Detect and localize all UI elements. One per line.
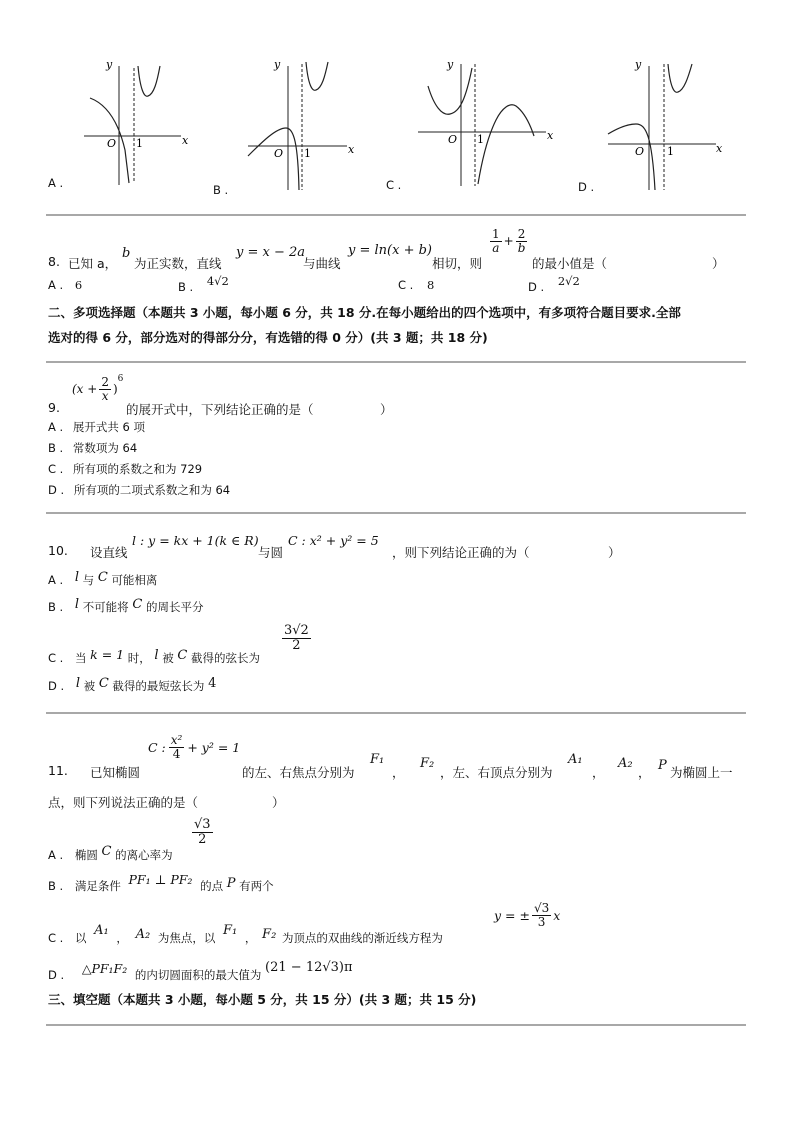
q8-expression (490, 228, 527, 254)
q11-ell-den: 4 (172, 746, 181, 761)
graph-c[interactable] (416, 56, 556, 188)
q8-frac-2-den: b (517, 240, 526, 255)
q10-option-b-c: C (132, 597, 143, 612)
graph-a-tick: 1 (136, 137, 143, 150)
graph-d-tick: 1 (667, 145, 674, 158)
graph-a-y-label: y (106, 58, 113, 71)
q9-option-a[interactable] (48, 419, 145, 435)
q8-option-c-value: 8 (427, 278, 435, 292)
q11-option-b-mid: 的点 (200, 879, 224, 893)
q10-option-a[interactable] (48, 572, 157, 588)
graph-c-origin: O (448, 133, 458, 146)
q11-option-a-frac-den: 2 (198, 831, 207, 847)
q8-text-1: 已知 a， (68, 256, 118, 271)
q10-text-2: 与圆 (258, 545, 284, 560)
q11-option-c-label: C . (48, 931, 64, 945)
q8-curve-eq: y = ln(x + b) (348, 243, 432, 258)
q11-option-d-label: D . (48, 968, 65, 982)
q11-text-4: 为椭圆上一 (670, 765, 733, 780)
q11-ellipse-eq (148, 734, 240, 760)
q11-ell-pre: C : (148, 739, 166, 755)
q10-option-b[interactable] (48, 599, 203, 615)
q9-expr-post: ) (112, 382, 118, 397)
q10-option-c-pre: 当 (75, 651, 87, 665)
q8-text-4: 相切，则 (432, 256, 483, 271)
q11-number: 11. (48, 763, 68, 778)
q11-option-c-asym-pre: y = ± (494, 907, 530, 923)
q11-option-c-asym-post: x (553, 907, 561, 923)
q8-frac-1-num: 1 (492, 227, 500, 241)
q9-frac-den: x (101, 388, 109, 403)
q11-option-c-mid1: 为焦点，以 (157, 931, 216, 945)
q10-option-d-c: C (98, 676, 109, 691)
q8-frac-1 (490, 228, 502, 254)
q11-option-a-c: C (101, 844, 112, 859)
q8-text-2: 为正实数，直线 (134, 256, 222, 271)
q9-expression (72, 376, 123, 402)
graph-d[interactable] (606, 56, 726, 192)
q9-option-d-text: 所有项的二项式系数之和为 64 (73, 483, 231, 497)
q10-option-d-tail: 截得的最短弦长为 (112, 679, 205, 693)
q11-option-a[interactable] (48, 844, 173, 863)
q9-option-c-label: C . (48, 462, 64, 476)
q10-option-a-c: C (97, 570, 108, 585)
q8-text-5: 的最小值是（ (532, 256, 608, 271)
q11-option-c-a2: A₂ (135, 927, 151, 942)
q11-option-c-f1: F₁ (223, 923, 238, 938)
q10-option-c-label: C . (48, 651, 64, 665)
q8-option-a-value: 6 (74, 278, 83, 292)
q10-option-b-label: B . (48, 600, 64, 614)
q10-option-a-mid: 与 (82, 573, 95, 587)
q8-option-b-label: B . (178, 280, 194, 294)
q10-line-eq: l : y = kx + 1(k ∈ R) (132, 533, 259, 548)
q8-frac-2 (516, 228, 528, 254)
q8-number: 8. (48, 254, 60, 269)
q11-option-c-comma-2: ， (244, 931, 257, 945)
q8-option-d-label: D . (528, 280, 545, 294)
q10-option-b-tail: 的周长平分 (145, 600, 204, 614)
section-2-line-2: 选对的得 6 分，部分选对的得部分分，有选错的得 0 分）(共 3 题；共 18 分) (48, 330, 488, 345)
q10-text-4: ） (608, 545, 621, 560)
q9-option-b-label: B . (48, 441, 64, 455)
q10-text-1: 设直线 (90, 545, 128, 560)
divider (46, 214, 746, 216)
q11-option-b-cond: PF₁ ⊥ PF₂ (128, 872, 193, 887)
q11-option-d-tail: 的内切圆面积的最大值为 (134, 968, 262, 982)
q11-comma-1: ， (392, 765, 405, 780)
q11-option-b[interactable] (48, 872, 274, 894)
graph-c-x-label: x (547, 129, 554, 142)
q11-option-a-pre: 椭圆 (74, 848, 98, 862)
q11-option-c-frac (532, 902, 551, 928)
q11-option-c-pre: 以 (75, 931, 87, 945)
q9-option-a-label: A . (48, 420, 64, 434)
q10-number: 10. (48, 543, 68, 558)
q11-option-d-tri: △PF₁F₂ (81, 961, 128, 976)
q8-line-eq: y = x − 2a (236, 245, 306, 260)
divider (46, 512, 746, 514)
q11-option-b-pre: 满足条件 (74, 879, 121, 893)
q11-option-b-p: P (226, 876, 236, 891)
graph-a[interactable] (78, 58, 193, 188)
q11-option-c-value (494, 902, 560, 928)
q8-option-a-label: A . (48, 278, 64, 292)
graph-b-y-label: y (274, 58, 281, 71)
q10-option-c-frac-den: 2 (292, 637, 301, 653)
q10-option-c-value (282, 624, 311, 652)
q11-option-c-f2: F₂ (262, 927, 277, 942)
section-3-line-1: 三、填空题（本题共 3 小题，每小题 5 分，共 15 分）(共 3 题；共 15 分) (48, 992, 477, 1007)
graph-d-origin: O (635, 145, 645, 158)
q11-option-b-label: B . (48, 879, 64, 893)
q10-option-a-label: A . (48, 573, 64, 587)
q10-option-c-mid1: 时， (127, 651, 151, 665)
q10-option-c-c: C (177, 648, 188, 663)
q10-option-d-l: l (75, 676, 80, 691)
q11-option-b-tail: 有两个 (239, 879, 274, 893)
q11-comma-3: ， (638, 765, 651, 780)
divider (46, 361, 746, 363)
q9-option-d-label: D . (48, 483, 65, 497)
q9-option-b-text: 常数项为 64 (72, 441, 138, 455)
q10-option-c-tail: 截得的弦长为 (191, 651, 261, 665)
divider (46, 712, 746, 714)
q8-text-6: ） (712, 256, 725, 271)
graph-c-label: C . (386, 178, 402, 192)
q10-option-a-l: l (74, 570, 80, 585)
q8-plus: + (503, 234, 514, 249)
section-2-line-1: 二、多项选择题（本题共 3 小题，每小题 6 分，共 18 分.在每小题给出的四个选项中，有多项符合题目要求.全部 (48, 305, 681, 320)
q11-ell-post: + y² = 1 (187, 739, 241, 755)
q11-text-1: 已知椭圆 (90, 765, 141, 780)
q8-frac-2-num: 2 (517, 227, 526, 241)
q9-stem: 的展开式中，下列结论正确的是（ (126, 402, 314, 417)
q11-option-c-a1: A₁ (94, 923, 109, 938)
q9-frac-num: 2 (101, 375, 109, 389)
q11-a2: A₂ (618, 756, 633, 771)
q10-option-c-frac-num: 3√2 (284, 623, 309, 638)
q11-option-c-tail: 为顶点的双曲线的渐近线方程为 (281, 931, 443, 945)
q10-option-c-cond: k = 1 (90, 647, 125, 662)
q11-p: P (658, 758, 667, 773)
q8-option-b-value: 4√2 (206, 274, 229, 288)
q10-circle-eq: C : x² + y² = 5 (288, 533, 379, 548)
q11-line-2-end: ） (272, 795, 285, 810)
q11-option-c-comma-1: ， (116, 931, 128, 945)
q10-option-d[interactable] (48, 678, 216, 694)
q10-option-d-mid: 被 (83, 679, 96, 693)
q9-option-a-text: 展开式共 6 项 (72, 420, 145, 434)
q9-stem-end: ） (380, 402, 393, 417)
q8-text-3: 与曲线 (303, 256, 341, 271)
q11-a1: A₁ (568, 752, 583, 767)
q10-option-c-l: l (154, 648, 159, 663)
graph-a-label: A . (48, 176, 64, 190)
q8-frac-1-den: a (492, 240, 500, 255)
q9-expr-pre: (x + (72, 382, 98, 397)
q11-option-a-value (192, 818, 213, 846)
q11-ell-frac (169, 734, 185, 760)
q9-option-b[interactable] (48, 440, 137, 456)
divider (46, 1024, 746, 1026)
graph-b-label: B . (213, 183, 229, 197)
q11-text-2: 的左、右焦点分别为 (242, 765, 355, 780)
q8-option-c-label: C . (398, 278, 414, 292)
graph-b-origin: O (274, 147, 284, 160)
q11-comma-2: ， (592, 765, 605, 780)
q10-option-b-l: l (74, 597, 80, 612)
q11-line-2: 点，则下列说法正确的是（ (48, 795, 199, 810)
q8-option-c[interactable] (398, 278, 434, 292)
q9-number: 9. (48, 400, 60, 415)
q11-option-d-value: (21 − 12√3)π (265, 960, 353, 975)
q9-option-c-text: 所有项的系数之和为 729 (73, 462, 203, 476)
graph-a-origin: O (107, 137, 117, 150)
q10-text-3: ，则下列结论正确的为（ (392, 545, 530, 560)
graph-a-x-label: x (182, 134, 189, 147)
q11-ell-num: x² (170, 733, 183, 747)
q10-option-d-label: D . (48, 679, 65, 693)
q11-f2: F₂ (420, 756, 435, 771)
q8-option-d[interactable] (528, 274, 580, 294)
q10-option-c-frac (282, 624, 311, 652)
graph-d-label: D . (578, 180, 595, 194)
q10-option-c[interactable] (48, 647, 261, 666)
q8-option-d-value: 2√2 (557, 274, 580, 288)
q11-option-a-frac-num: √3 (194, 817, 211, 832)
q9-frac (99, 376, 111, 402)
q9-option-c[interactable] (48, 461, 202, 477)
q9-option-d[interactable] (48, 482, 230, 498)
graph-c-y-label: y (447, 58, 454, 71)
q11-text-3: ，左、右顶点分别为 (440, 765, 553, 780)
q8-option-a[interactable] (48, 278, 82, 292)
q11-option-c-frac-num: √3 (533, 901, 550, 915)
graph-d-y-label: y (635, 58, 642, 71)
graph-b[interactable] (244, 56, 359, 192)
q11-option-d[interactable] (48, 960, 353, 983)
q10-option-b-mid: 不可能将 (82, 600, 129, 614)
q11-option-c-frac-den: 3 (537, 914, 546, 929)
q8-var-b: b (122, 246, 131, 261)
graph-b-x-label: x (348, 143, 355, 156)
q10-option-a-tail: 可能相离 (111, 573, 158, 587)
q11-option-a-tail: 的离心率为 (115, 848, 173, 862)
q9-exponent: 6 (117, 374, 124, 385)
q10-option-d-value: 4 (208, 676, 217, 691)
q11-option-a-frac (192, 818, 213, 846)
q11-option-c[interactable] (48, 923, 443, 946)
q11-f1: F₁ (370, 752, 385, 767)
graph-d-x-label: x (716, 142, 723, 155)
graph-b-tick: 1 (304, 147, 311, 160)
graph-c-tick: 1 (477, 133, 484, 146)
q11-option-a-label: A . (48, 848, 64, 862)
q10-option-c-mid2: 被 (162, 651, 174, 665)
q8-option-b[interactable] (178, 274, 229, 294)
